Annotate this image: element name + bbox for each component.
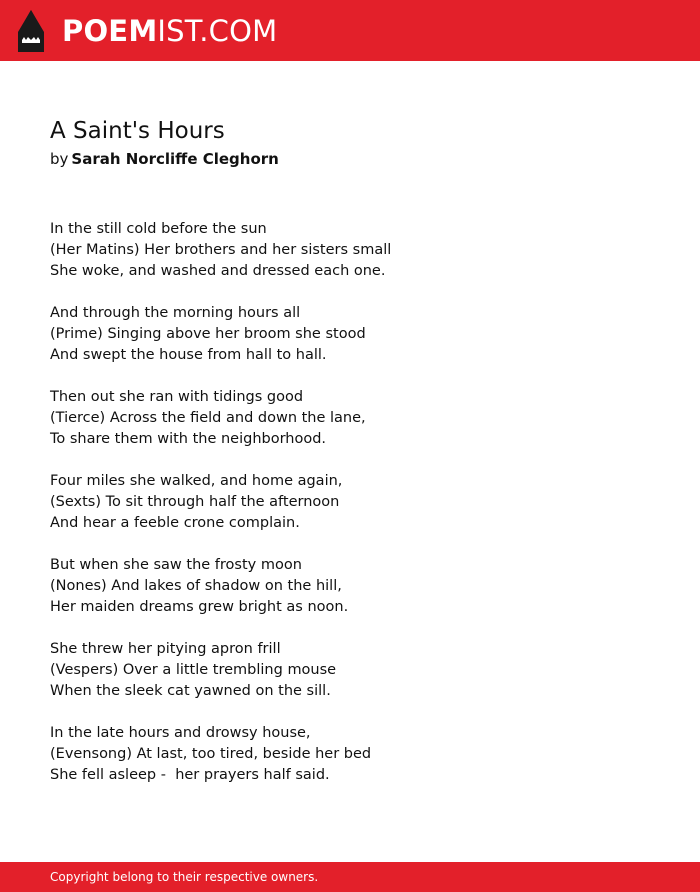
stanza	[50, 639, 650, 702]
by-label: by	[50, 150, 69, 168]
poem-line: To share them with the neighborhood.	[50, 431, 327, 447]
site-footer	[0, 862, 700, 892]
pencil-icon	[18, 10, 44, 52]
poem-line: (Tierce) Across the field and down the lane,	[50, 410, 366, 426]
poem-line: She woke, and washed and dressed each one.	[50, 263, 386, 279]
poem-line: Four miles she walked, and home again,	[50, 473, 343, 489]
poem-line: (Nones) And lakes of shadow on the hill,	[50, 578, 342, 594]
poem-body	[50, 219, 650, 807]
poem-line: She fell asleep - her prayers half said.	[50, 767, 330, 783]
stanza	[50, 723, 650, 786]
stanza	[50, 387, 650, 450]
logo-wordmark	[62, 9, 277, 53]
stanza	[50, 471, 650, 534]
poem-title: A Saint's Hours	[50, 118, 225, 144]
stanza	[50, 303, 650, 366]
poem-line: (Vespers) Over a little trembling mouse	[50, 662, 337, 678]
logo-text-bold: POEM	[62, 14, 158, 48]
poem-line: In the still cold before the sun	[50, 221, 267, 237]
poem-line: When the sleek cat yawned on the sill.	[50, 683, 331, 699]
poem-byline	[50, 148, 279, 170]
poem-line: (Evensong) At last, too tired, beside her bed	[50, 746, 372, 762]
site-logo[interactable]	[18, 9, 277, 53]
poem-line: She threw her pitying apron frill	[50, 641, 281, 657]
copyright-notice: Copyright belong to their respective owners.	[50, 870, 319, 884]
logo-text-light: IST.COM	[157, 14, 278, 48]
poem-line: (Sexts) To sit through half the afternoon	[50, 494, 340, 510]
poem-line: In the late hours and drowsy house,	[50, 725, 311, 741]
stanza	[50, 219, 650, 282]
author-name: Sarah Norcliffe Cleghorn	[71, 150, 279, 168]
poem-line: And swept the house from hall to hall.	[50, 347, 327, 363]
poem-line: (Her Matins) Her brothers and her sisters small	[50, 242, 392, 258]
stanza	[50, 555, 650, 618]
poem-line: But when she saw the frosty moon	[50, 557, 302, 573]
poem-line: And through the morning hours all	[50, 305, 301, 321]
site-header	[0, 0, 700, 61]
poem-line: Then out she ran with tidings good	[50, 389, 304, 405]
poem-line: And hear a feeble crone complain.	[50, 515, 300, 531]
poem-line: (Prime) Singing above her broom she stood	[50, 326, 366, 342]
poem-line: Her maiden dreams grew bright as noon.	[50, 599, 349, 615]
